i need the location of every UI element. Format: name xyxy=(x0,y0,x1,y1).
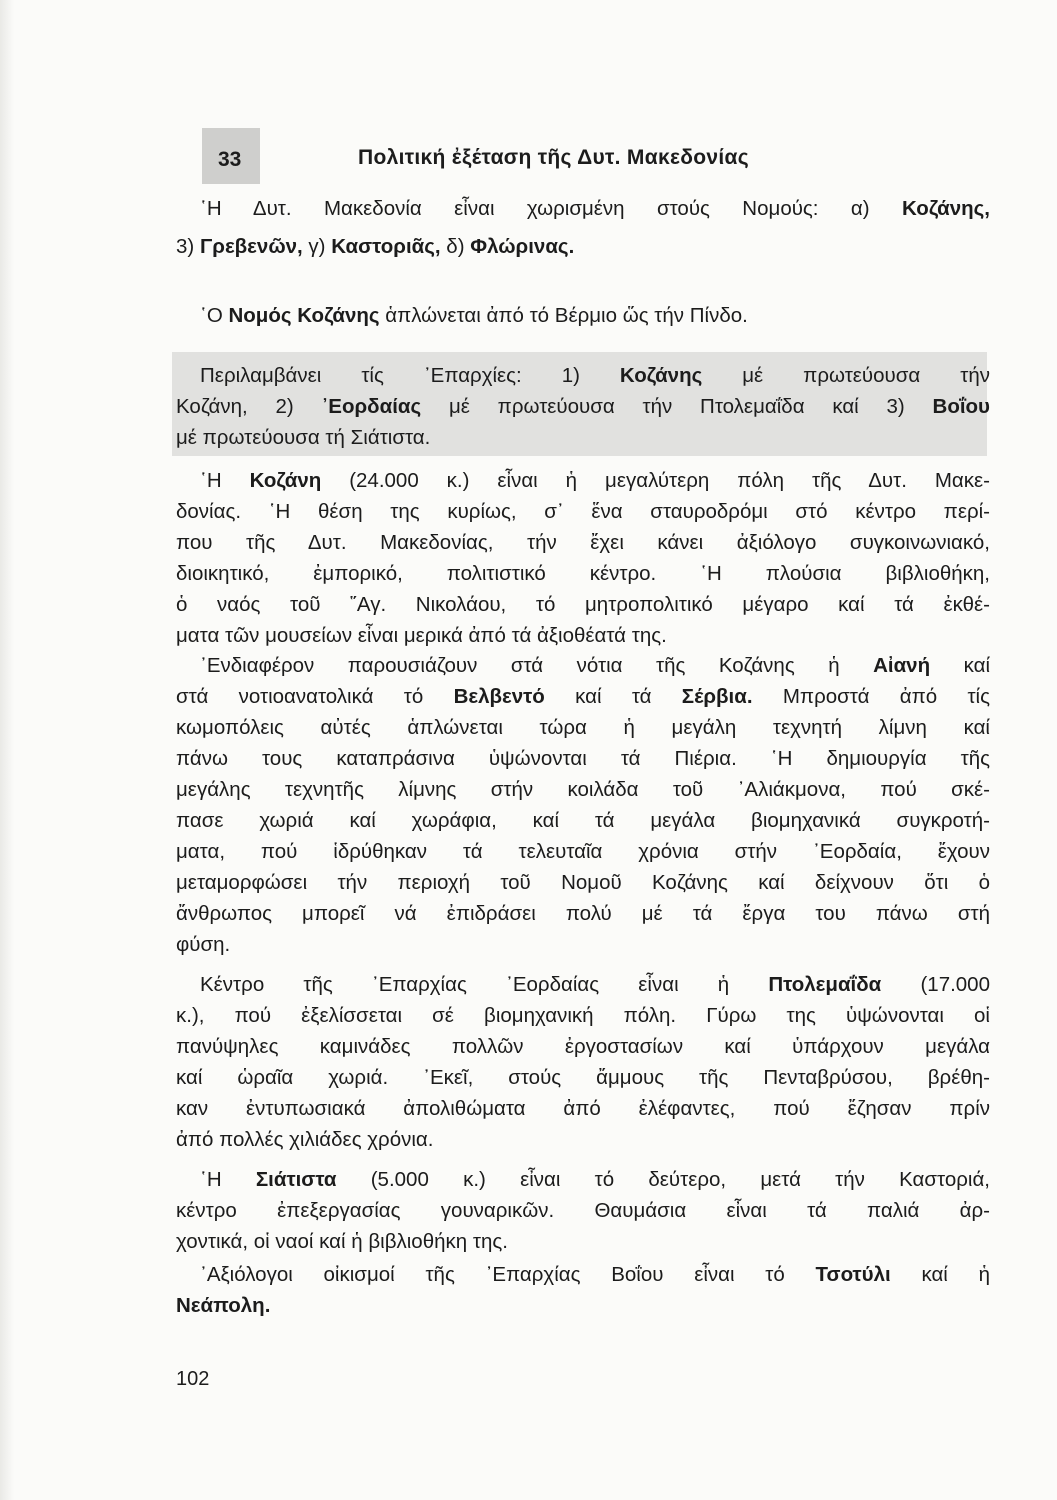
bold-term: Κοζάνης xyxy=(619,364,703,387)
text-run: μέ πρωτεύουσα τήν xyxy=(702,364,990,387)
text-line xyxy=(176,1034,990,1060)
text-run: πανύψηλες καμινάδες πολλῶν ἐργοστασίων καί ὑπάρχουν μεγάλα xyxy=(176,1035,990,1058)
text-run: Κέντρο τῆς ᾿Επαρχίας ᾿Εορδαίας εἶναι ἡ xyxy=(200,973,769,996)
text-line xyxy=(176,394,990,420)
bold-term: Πτολεμαΐδα xyxy=(768,973,882,996)
text-run: (24.000 κ.) εἶναι ἡ μεγαλύτερη πόλη τῆς Δυτ. Μακε- xyxy=(321,469,990,492)
text-run: καί ἡ xyxy=(890,1263,990,1286)
text-run: μεγάλης τεχνητῆς λίμνης στήν κοιλάδα τοῦ ᾿Αλιάκμονα, πού σκέ- xyxy=(176,778,990,801)
text-run: κωμοπόλεις αὐτές ἁπλώνεται τώρα ἡ μεγάλη τεχνητή λίμνη καί xyxy=(176,716,990,739)
text-line xyxy=(176,777,990,803)
text-run: ἁπλώνεται ἀπό τό Βέρμιο ὥς τήν Πίνδο. xyxy=(379,304,748,327)
text-line xyxy=(200,303,748,329)
text-run: μεταμορφώσει τήν περιοχή τοῦ Νομοῦ Κοζάνης καί δείχνουν ὅτι ὁ xyxy=(176,871,990,894)
text-run: δονίας. ῾Η θέση της κυρίως, σ᾿ ἕνα σταυροδρόμι στό κέντρο περί- xyxy=(176,500,990,523)
text-run: μέ πρωτεύουσα τή Σιάτιστα. xyxy=(176,426,431,449)
text-run: γ) xyxy=(302,235,332,258)
text-run: ῾Η xyxy=(200,469,250,492)
text-line xyxy=(200,1262,990,1288)
text-run: ᾿Ενδιαφέρον παρουσιάζουν στά νότια τῆς Κοζάνης ἡ xyxy=(200,654,874,677)
text-line xyxy=(176,684,990,710)
text-line xyxy=(176,1096,990,1122)
text-run: χοντικά, οἱ ναοί καί ἡ βιβλιοθήκη της. xyxy=(176,1230,508,1253)
text-line xyxy=(176,1293,270,1319)
text-run: ῾Ο xyxy=(200,304,229,327)
text-line xyxy=(176,715,990,741)
text-run: 3) xyxy=(176,235,200,258)
bold-term: ᾿Εορδαίας xyxy=(321,395,422,418)
text-line xyxy=(176,901,990,927)
text-run: ματα τῶν μουσείων εἶναι μερικά ἀπό τά ἀξιοθέατά της. xyxy=(176,624,667,647)
text-line xyxy=(200,972,990,998)
bold-term: Νομός Κοζάνης xyxy=(228,304,380,327)
text-run: Μπροστά ἀπό τίς xyxy=(752,685,990,708)
text-run: ἄνθρωπος μπορεῖ νά ἐπιδράσει πολύ μέ τά ἔργα του πάνω στή xyxy=(176,902,990,925)
text-run: διοικητικό, ἐμπορικό, πολιτιστικό κέντρο. ῾Η πλούσια βιβλιοθήκη, xyxy=(176,562,990,585)
text-run: φύση. xyxy=(176,933,231,956)
text-run: καν ἐντυπωσιακά ἀπολιθώματα ἀπό ἐλέφαντες, πού ἔζησαν πρίν xyxy=(176,1097,990,1120)
bold-term: Φλώρινας. xyxy=(470,235,575,258)
text-run: κέντρο ἐπεξεργασίας γουναρικῶν. Θαυμάσια εἶναι τά παλιά ἀρ- xyxy=(176,1199,990,1222)
text-run: (17.000 xyxy=(881,973,990,996)
text-line xyxy=(176,623,667,649)
text-run: Κοζάνη, 2) xyxy=(176,395,322,418)
text-run: (5.000 κ.) εἶναι τό δεύτερο, μετά τήν Καστοριά, xyxy=(336,1168,991,1191)
text-line xyxy=(200,196,990,222)
bold-term: Νεάπολη. xyxy=(176,1294,271,1317)
text-line xyxy=(176,592,990,618)
bold-term: Τσοτύλι xyxy=(815,1263,891,1286)
text-line xyxy=(176,932,230,958)
bold-term: Καστοριᾶς, xyxy=(331,235,441,258)
text-run: στά νοτιοανατολικά τό xyxy=(176,685,454,708)
text-run: ὁ ναός τοῦ ῞Αγ. Νικολάου, τό μητροπολιτικό μέγαρο καί τά ἐκθέ- xyxy=(176,593,990,616)
bold-term: Κοζάνη xyxy=(249,469,322,492)
text-run: πασε χωριά καί χωράφια, καί τά μεγάλα βιομηχανικά συγκροτή- xyxy=(176,809,990,832)
text-run: μέ πρωτεύουσα τήν Πτολεμαΐδα καί 3) xyxy=(421,395,933,418)
text-run: ῾Η Δυτ. Μακεδονία εἶναι χωρισμένη στούς Νομούς: α) xyxy=(200,197,902,220)
chapter-number: 33 xyxy=(218,148,242,171)
bold-term: Κοζάνης, xyxy=(901,197,990,220)
text-line xyxy=(200,363,990,389)
text-line xyxy=(176,839,990,865)
text-line xyxy=(200,1167,990,1193)
text-line xyxy=(176,808,990,834)
bold-term: Αἰανή xyxy=(873,654,931,677)
page-number: 102 xyxy=(176,1368,210,1390)
bold-term: Βελβεντό xyxy=(453,685,545,708)
text-line xyxy=(176,561,990,587)
text-line xyxy=(176,1229,508,1255)
text-line xyxy=(176,1127,433,1153)
text-line xyxy=(200,468,990,494)
text-run: ῾Η xyxy=(200,1168,256,1191)
text-run: καί τά xyxy=(544,685,682,708)
text-run: κ.), πού ἐξελίσσεται σέ βιομηχανική πόλη. Γύρω της ὑψώνονται οἱ xyxy=(176,1004,990,1027)
text-line xyxy=(176,1003,990,1029)
chapter-title: Πολιτική ἐξέταση τῆς Δυτ. Μακεδονίας xyxy=(358,146,749,169)
page-edge-shadow xyxy=(0,0,14,1500)
bold-term: Βοΐου xyxy=(932,395,990,418)
text-run: ματα, πού ἱδρύθηκαν τά τελευταῖα χρόνια στήν ᾿Εορδαία, ἔχουν xyxy=(176,840,990,863)
text-run: Περιλαμβάνει τίς ᾿Επαρχίες: 1) xyxy=(200,364,620,387)
text-run: ᾿Αξιόλογοι οἰκισμοί τῆς ᾿Επαρχίας Βοΐου εἶναι τό xyxy=(200,1263,816,1286)
text-line xyxy=(176,746,990,772)
text-run: καί xyxy=(930,654,990,677)
text-line xyxy=(176,530,990,556)
bold-term: Σέρβια. xyxy=(681,685,753,708)
text-run: καί ὡραῖα χωριά. ᾿Εκεῖ, στούς ἄμμους τῆς Πενταβρύσου, βρέθη- xyxy=(176,1066,990,1089)
text-line xyxy=(176,234,574,260)
text-line xyxy=(176,499,990,525)
text-line xyxy=(176,1198,990,1224)
text-run: δ) xyxy=(440,235,471,258)
bold-term: Γρεβενῶν, xyxy=(199,235,303,258)
text-line xyxy=(176,870,990,896)
text-line xyxy=(176,425,430,451)
text-run: ἀπό πολλές χιλιάδες χρόνια. xyxy=(176,1128,434,1151)
bold-term: Σιάτιστα xyxy=(255,1168,337,1191)
text-run: που τῆς Δυτ. Μακεδονίας, τήν ἔχει κάνει ἀξιόλογο συγκοινωνιακό, xyxy=(176,531,990,554)
text-line xyxy=(176,1065,990,1091)
text-line xyxy=(200,653,990,679)
text-run: πάνω τους καταπράσινα ὑψώνονται τά Πιέρια. ῾Η δημιουργία τῆς xyxy=(176,747,990,770)
